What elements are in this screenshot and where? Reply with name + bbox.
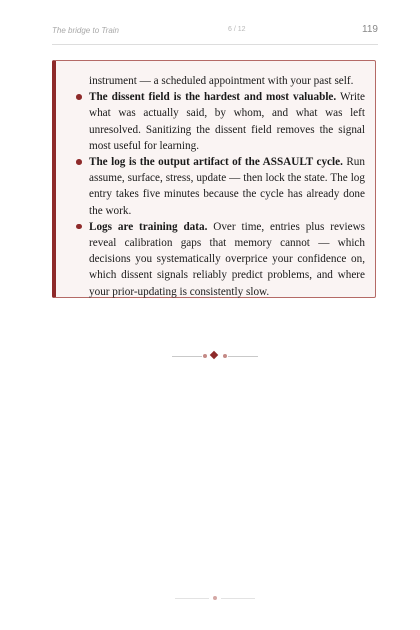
footer-ornament	[175, 594, 255, 602]
bullet-lead: The log is the output artifact of the ASSAULT cycle.	[89, 156, 343, 169]
section-break-ornament	[172, 350, 258, 364]
bullet-list	[56, 89, 376, 300]
footer-line-left	[175, 598, 209, 599]
ornament-line-right	[228, 356, 258, 357]
footer-line-right	[221, 598, 255, 599]
page-number: 119	[362, 24, 378, 35]
ornament-dot-icon	[223, 354, 227, 358]
bullet-body: Write what was actually said, by whom, and what was left unresolved. Sanitizing the dissent field removes the signal most useful for learning.	[89, 91, 365, 152]
bullet-body: Over time, entries plus reviews reveal calibration gaps that memory cannot — which decisions you systematically overprice your confidence on, which dissent signals reliably predict problems, and where your prior-updating is consistently slow.	[89, 220, 366, 298]
bullet-text	[89, 89, 365, 154]
key-points-callout	[52, 60, 376, 298]
list-item	[56, 154, 376, 219]
bullet-body: Run assume, surface, stress, update — then lock the state. The log entry takes five minutes because the cycle has already done the work.	[89, 156, 365, 217]
bullet-text	[89, 219, 365, 300]
bullet-text	[89, 154, 365, 219]
running-header	[52, 24, 378, 40]
bullet-dot-icon	[76, 159, 82, 165]
bullet-lead: Logs are training data.	[89, 220, 208, 233]
footer-dot-icon	[213, 596, 217, 600]
continued-text: instrument — a scheduled appointment with your past self.	[89, 75, 354, 87]
bullet-dot-icon	[76, 94, 82, 100]
section-index: 6 / 12	[228, 26, 246, 33]
ornament-line-left	[172, 356, 202, 357]
bullet-dot-icon	[76, 224, 82, 230]
header-rule	[52, 44, 378, 45]
ornament-dot-icon	[203, 354, 207, 358]
book-title: The bridge to Train	[52, 26, 119, 35]
diamond-icon	[210, 351, 218, 359]
bullet-lead: The dissent field is the hardest and most valuable.	[89, 91, 337, 104]
list-item	[56, 219, 376, 300]
callout-body	[56, 73, 376, 300]
list-item	[56, 89, 376, 154]
